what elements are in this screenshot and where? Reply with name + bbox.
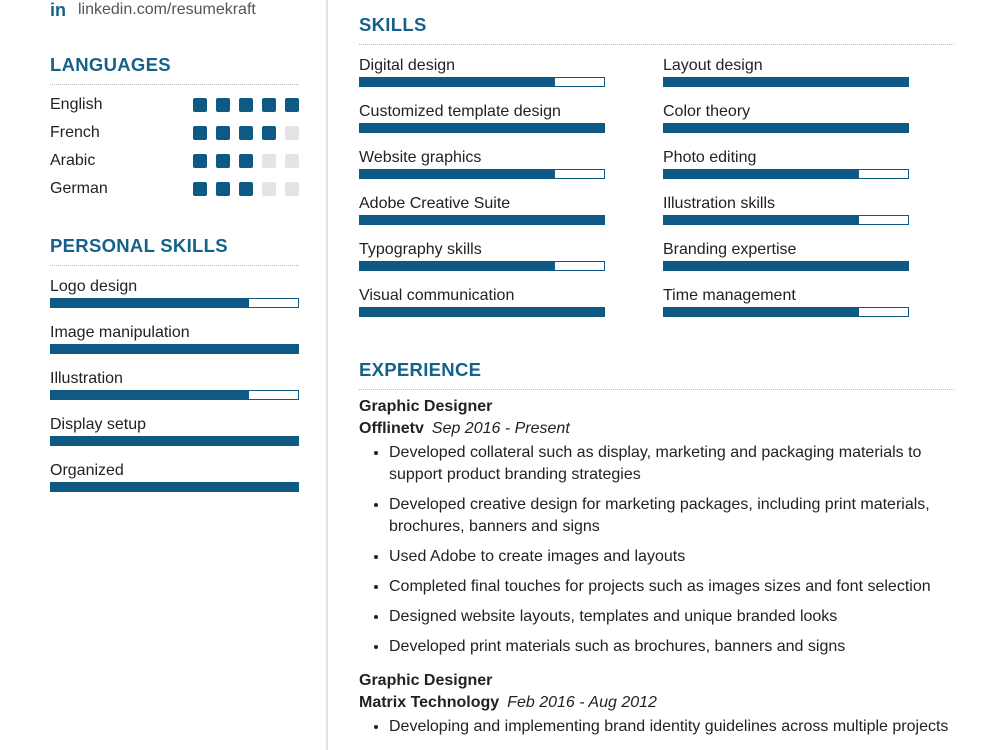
job-bullets (389, 716, 954, 738)
language-row (50, 175, 299, 203)
language-name: French (50, 124, 100, 141)
skill-bar-fill (51, 299, 249, 307)
skill-bar-fill (360, 170, 555, 178)
skill-name: Photo editing (663, 149, 757, 166)
level-dot (262, 154, 276, 168)
level-dot (239, 98, 253, 112)
skill-name: Display setup (50, 416, 147, 433)
skill-name: Time management (663, 287, 796, 304)
sidebar (50, 0, 299, 506)
skill-name: Branding expertise (663, 241, 797, 258)
skill-item (359, 147, 605, 193)
personal-skills-heading: PERSONAL SKILLS (50, 235, 299, 266)
language-name: Arabic (50, 152, 96, 169)
skill-name: Visual communication (359, 287, 515, 304)
main-content (359, 0, 954, 746)
skill-name: Adobe Creative Suite (359, 195, 511, 212)
level-dot (285, 98, 299, 112)
level-dot (239, 126, 253, 140)
skill-bar-fill (360, 308, 604, 316)
skill-bar-fill (51, 391, 249, 399)
job-bullet: • Designed website layouts, templates and unique branded looks (389, 606, 954, 628)
job-company-line (359, 694, 954, 712)
skill-bar-fill (360, 78, 555, 86)
linkedin-url[interactable]: linkedin.com/resumekraft (78, 1, 256, 18)
job-title: Graphic Designer (359, 398, 493, 415)
level-dot (262, 182, 276, 196)
languages-list (50, 91, 299, 203)
level-dot (285, 126, 299, 140)
job-company-line (359, 420, 954, 438)
skill-item (50, 414, 299, 446)
level-dot (239, 182, 253, 196)
job-bullet: • Used Adobe to create images and layouts (389, 546, 954, 568)
skill-item (663, 101, 909, 147)
job-title: Graphic Designer (359, 672, 493, 689)
level-dot (262, 126, 276, 140)
level-dot (216, 182, 230, 196)
skill-item (359, 55, 605, 101)
skill-bar (663, 215, 909, 225)
language-name: English (50, 96, 103, 113)
skill-name: Organized (50, 462, 124, 479)
skill-item (50, 460, 299, 492)
experience-heading: EXPERIENCE (359, 359, 954, 390)
level-dot (262, 98, 276, 112)
skill-bar (359, 261, 605, 271)
job-entry (359, 672, 954, 738)
linkedin-icon: in (50, 0, 66, 20)
skill-name: Layout design (663, 57, 763, 74)
job-bullet: • Developed print materials such as brochures, banners and signs (389, 636, 954, 658)
skill-bar (359, 307, 605, 317)
language-level (193, 154, 299, 168)
skill-item (50, 322, 299, 354)
skill-item (359, 285, 605, 331)
job-dates: Feb 2016 - Aug 2012 (507, 694, 657, 711)
language-row (50, 119, 299, 147)
job-dates: Sep 2016 - Present (431, 420, 570, 437)
column-divider (326, 0, 328, 750)
skills-heading: SKILLS (359, 14, 954, 45)
skill-bar-fill (360, 262, 555, 270)
level-dot (193, 154, 207, 168)
skills-grid (359, 55, 954, 331)
personal-skills-list (50, 276, 299, 492)
level-dot (216, 126, 230, 140)
language-row (50, 91, 299, 119)
company-name: Offlinetv (359, 420, 424, 437)
level-dot (239, 154, 253, 168)
level-dot (285, 182, 299, 196)
skill-bar (663, 77, 909, 87)
skill-bar-fill (664, 308, 859, 316)
skill-bar (359, 215, 605, 225)
skill-bar-fill (664, 262, 908, 270)
company-name: Matrix Technology (359, 694, 500, 711)
language-name: German (50, 180, 108, 197)
level-dot (193, 126, 207, 140)
skill-item (50, 368, 299, 400)
skill-bar (50, 344, 299, 354)
skill-bar (50, 298, 299, 308)
skill-bar-fill (360, 216, 604, 224)
skill-bar (663, 307, 909, 317)
language-level (193, 126, 299, 140)
skill-bar-fill (664, 170, 859, 178)
skill-bar-fill (664, 124, 908, 132)
skill-item (663, 285, 909, 331)
language-level (193, 98, 299, 112)
skill-name: Illustration skills (663, 195, 776, 212)
skill-item (359, 239, 605, 285)
languages-heading: LANGUAGES (50, 54, 299, 85)
experience-list (359, 398, 954, 738)
language-level (193, 182, 299, 196)
skill-bar-fill (664, 216, 859, 224)
skill-bar (50, 482, 299, 492)
level-dot (193, 182, 207, 196)
skill-name: Website graphics (359, 149, 482, 166)
level-dot (285, 154, 299, 168)
skill-name: Illustration (50, 370, 123, 387)
skill-bar-fill (51, 345, 298, 353)
skill-name: Digital design (359, 57, 456, 74)
job-entry (359, 398, 954, 658)
job-bullet: • Developing and implementing brand identity guidelines across multiple projects (389, 716, 954, 738)
level-dot (193, 98, 207, 112)
skill-name: Customized template design (359, 103, 561, 120)
skill-name: Color theory (663, 103, 751, 120)
job-bullet: • Completed final touches for projects such as images sizes and font selection (389, 576, 954, 598)
skill-name: Logo design (50, 278, 138, 295)
skill-item (359, 101, 605, 147)
skill-bar-fill (664, 78, 908, 86)
skill-item (663, 239, 909, 285)
job-bullet: • Developed collateral such as display, marketing and packaging materials to support product branding strategies (389, 442, 954, 486)
skill-bar-fill (51, 437, 298, 445)
job-bullets (389, 442, 954, 658)
language-row (50, 147, 299, 175)
skill-bar (50, 390, 299, 400)
skill-bar (663, 261, 909, 271)
skill-bar (663, 169, 909, 179)
skill-bar (359, 77, 605, 87)
skill-bar (359, 169, 605, 179)
skill-item (663, 55, 909, 101)
skill-name: Typography skills (359, 241, 482, 258)
skill-bar (663, 123, 909, 133)
level-dot (216, 154, 230, 168)
linkedin-contact (50, 0, 299, 20)
skill-item (359, 193, 605, 239)
skill-item (663, 193, 909, 239)
skill-bar (359, 123, 605, 133)
skill-item (50, 276, 299, 308)
skill-item (663, 147, 909, 193)
skill-bar-fill (360, 124, 604, 132)
skill-bar-fill (51, 483, 298, 491)
job-bullet: • Developed creative design for marketing packages, including print materials, brochures, banners and signs (389, 494, 954, 538)
level-dot (216, 98, 230, 112)
skill-bar (50, 436, 299, 446)
skill-name: Image manipulation (50, 324, 190, 341)
